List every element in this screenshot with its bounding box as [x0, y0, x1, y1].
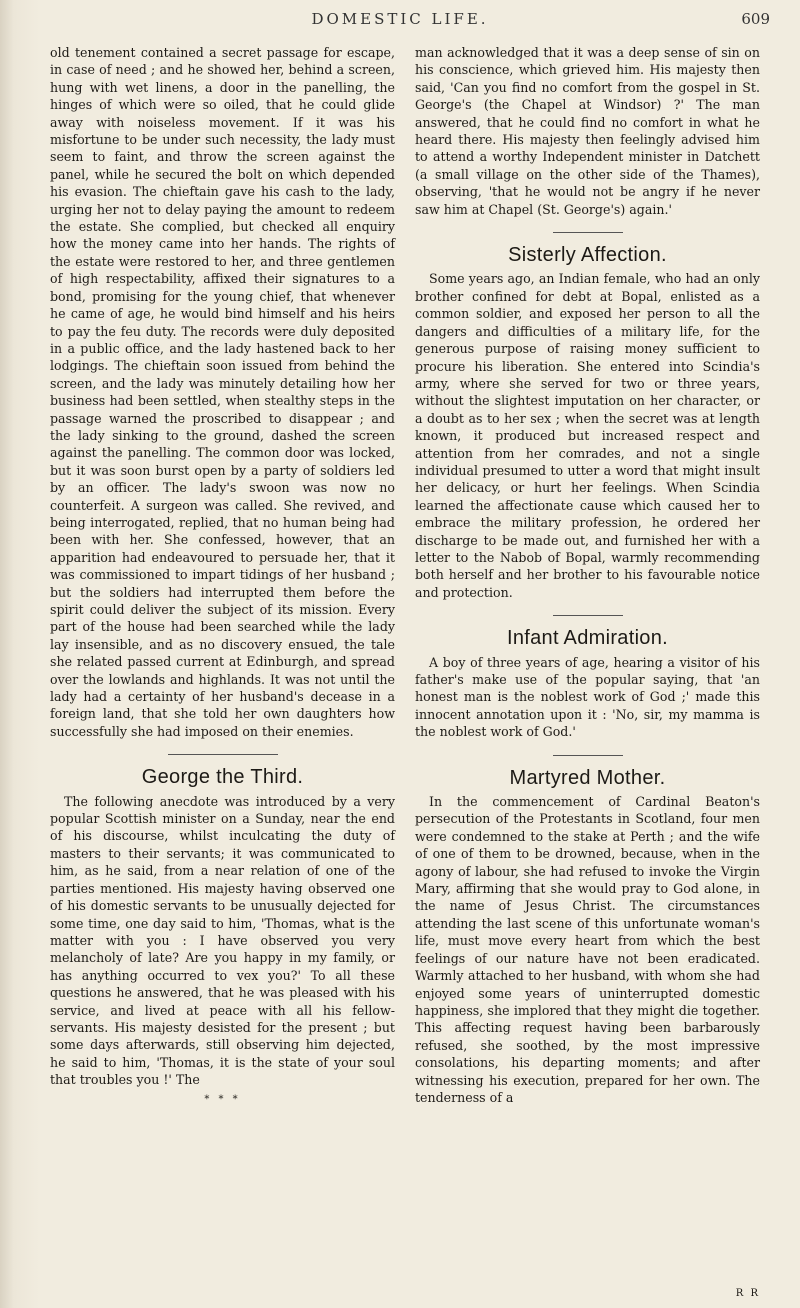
section-text-sisterly-affection: Some years ago, an Indian female, who had an only brother confined for debt at Bopal, enlisted as a common soldier, and exposed her person to all the dangers and difficulties of a military life, for the generous purpose of raising money sufficient to procure his liberation. She entered into Scindia's army, where she served for two or three years, without the slightest imputation on her character, or a doubt as to her sex ; when the secret was at length known, it produced but increased respect and attention from her comrades, and not a single individual presumed to utter a word that might insult her delicacy, or hurt her feelings. When Scindia learned the affectionate cause which caused her to embrace the military profession, he ordered her discharge to be made out, and furnished her with a letter to the Nabob of Bopal, warmly recommending both herself and her brother to his favourable notice and protection. [415, 271, 760, 600]
section-title-george-the-third: George the Third. [141, 766, 304, 789]
section-title-infant-admiration: Infant Admiration. [506, 627, 669, 650]
section-text-george-the-third: The following anecdote was introduced by a very popular Scottish minister on a Sunday, near the end of his discourse, whilst inculcating the duty of masters to their servants; it was communicated to him, as he said, from a near relation of one of the parties mentioned. His majesty having observed one of his domestic servants to be unusually dejected for some time, one day said to him, 'Thomas, what is the matter with you : I have observed you very melancholy of late? Are you happy in my family, or has anything occurred to vex you?' To all these questions he answered, that he was pleased with his service, and lived at peace with all his fellow-servants. His majesty desisted for the present ; but some days afterwards, still observing him dejected, he said to him, 'Thomas, it is the state of your soul that troubles you !' The [50, 793, 395, 1088]
catchword-stars: * * * [204, 1093, 241, 1105]
section-divider [168, 754, 278, 755]
section-divider [553, 755, 623, 756]
left-column [50, 44, 395, 1108]
page-header [0, 4, 800, 40]
running-head: DOMESTIC LIFE. [311, 10, 489, 28]
section-text-martyred-mother: In the commencement of Cardinal Beaton's persecution of the Protestants in Scotland, four men were condemned to the stake at Perth ; and the wife of one of them to be drowned, because, when in the agony of labour, she had refused to invoke the Virgin Mary, affirming that she would pray to God alone, in the name of Jesus Christ. The circumstances attending the last scene of this unfortunate woman's life, must move every heart from which the best feelings of our nature have not been eradicated. Warmly attached to her husband, with whom she had enjoyed some years of uninterrupted domestic happiness, she implored that they might die together. This affecting request having been barbarously refused, she soothed, by the most impressive consolations, his departing moments; and after witnessing his execution, prepared for her own. The tenderness of a [415, 794, 760, 1105]
continued-paragraph-right: man acknowledged that it was a deep sense of sin on his conscience, which grieved him. His majesty then said, 'Can you find no comfort from the gospel in St. George's (the Chapel at Windsor) ?' The man answered, that he could find no comfort in what he heard there. His majesty then feelingly advised him to attend a worthy Independent minister in Datchett (a small village on the other side of the Thames), observing, 'that he would not be angry if he never saw him at Chapel (St. George's) again.' [415, 45, 760, 217]
page-number: 609 [741, 10, 770, 28]
section-divider [553, 232, 623, 233]
section-title-sisterly-affection: Sisterly Affection. [508, 244, 667, 267]
printer-signature: R R [735, 1288, 760, 1299]
continued-paragraph: old tenement contained a secret passage for escape, in case of need ; and he showed her, behind a screen, hung with wet linens, a door in the panelling, the hinges of which were so oiled, that he could glide away with noiseless movement. If it was his misfortune to be under such necessity, the lady must seem to faint, and throw the screen against the panel, while he secured the bolt on which depended his evasion. The chieftain gave his cash to the lady, urging her not to delay paying the amount to redeem the estate. She complied, but checked all enquiry how the money came into her hands. The rights of the estate were restored to her, and three gentlemen of high respectability, affixed their signatures to a bond, promising for the young chief, that whenever he came of age, he would bind himself and his heirs to pay the feu duty. The records were duly deposited in a public office, and the lady hastened back to her lodgings. The chieftain soon issued from behind the screen, and the lady was minutely detailing how her business had been settled, when stealthy steps in the passage warned the proscribed to disappear ; and the lady sinking to the ground, dashed the screen against the panelling. The common door was locked, but it was soon burst open by a party of soldiers led by an officer. The lady's swoon was now no counterfeit. A surgeon was called. She revived, and being interrogated, replied, that no human being had been with her. She confessed, however, that an apparition had endeavoured to persuade her, that it was commissioned to impart tidings of her husband ; but the soldiers had interrupted them before the spirit could deliver the subject of its mission. Every part of the house had been searched while the lady lay insensible, and as no discovery ensued, the tale she related passed current at Edinburgh, and spread over the lowlands and highlands. It was not until the lady had a certainty of her husband's decease in a foreign land, that she told her own daughters how successfully she had imposed on their enemies. [50, 45, 395, 739]
section-title-martyred-mother: Martyred Mother. [509, 766, 666, 789]
section-text-infant-admiration: A boy of three years of age, hearing a visitor of his father's make use of the popular saying, that 'an honest man is the noblest work of God ;' made this innocent annotation upon it : 'No, sir, my mamma is the noblest work of God.' [415, 654, 760, 740]
right-column [415, 44, 760, 1106]
section-divider [553, 615, 623, 616]
